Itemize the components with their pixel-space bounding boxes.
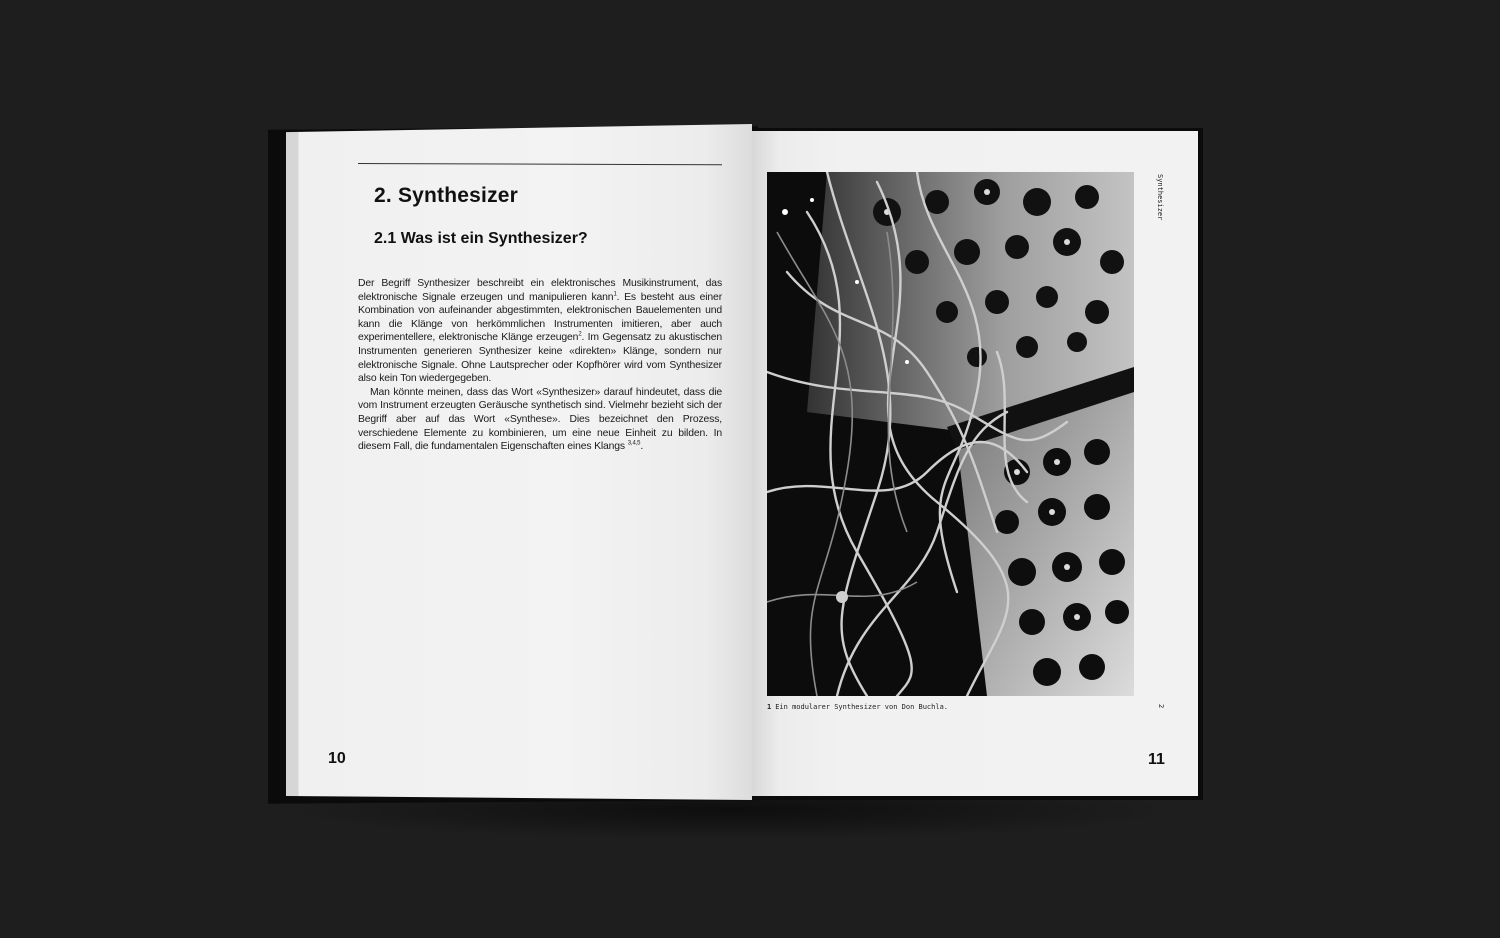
synthesizer-photo-illustration — [767, 172, 1134, 696]
paragraph-2 — [358, 386, 722, 454]
caption-text: Ein modularer Synthesizer von Don Buchla. — [775, 703, 949, 711]
paragraph-2-part-1: Man könnte meinen, dass das Wort «Synthesizer» darauf hindeutet, dass die vom Instrument erzeugten Geräusche synthetisch sind. Vielmehr bezieht sich der Begriff aber auf das Wort «Synthese». Dies bezeichnet den Prozess, verschiedene Elemente zu kombinieren, um eine neue Einheit zu bilden. In diesem Fall, die fundamentalen Eigenschaften eines Klangs — [358, 386, 722, 453]
paragraph-1-part-2: . Es besteht aus einer Kombination von aufeinander abgestimmten, elektronischen Bauelementen und kann die Klänge von herkömmlichen Instrumenten imitieren, aber auch experimentellere, elektronische Klänge erzeugen — [358, 291, 723, 344]
left-page — [286, 124, 752, 800]
footnote-ref-3-4-5: 3,4,5 — [627, 440, 641, 447]
paragraph-1 — [358, 277, 722, 386]
caption-number: 1 — [767, 703, 772, 711]
section-title: 2.1 Was ist ein Synthesizer? — [374, 230, 588, 247]
paragraph-2-part-2: . — [640, 441, 644, 453]
footnote-ref-1: 1 — [613, 291, 617, 298]
body-text — [358, 277, 722, 454]
figure-caption — [767, 703, 948, 711]
footnote-ref-2: 2 — [578, 331, 582, 338]
page-number-left: 10 — [328, 750, 346, 767]
paragraph-1-part-1: Der Begriff Synthesizer beschreibt ein elektronisches Musikinstrument, das elektronische Signale erzeugen und manipulieren kann — [358, 278, 722, 303]
running-head: Synthesizer — [1156, 174, 1164, 221]
side-figure-number: 2 — [1157, 704, 1165, 709]
page-number-right: 11 — [1148, 751, 1165, 768]
paragraph-1-part-3: . Im Gegensatz zu akustischen Instrumenten generieren Synthesizer keine «direkten» Klänge, sondern nur elektronische Signale. Ohne Lautsprecher oder Kopfhörer wird vom Synthesizer also kein Ton wiedergegeben. — [358, 332, 723, 385]
chapter-title: 2. Synthesizer — [374, 184, 519, 207]
synthesizer-photo — [767, 172, 1134, 696]
